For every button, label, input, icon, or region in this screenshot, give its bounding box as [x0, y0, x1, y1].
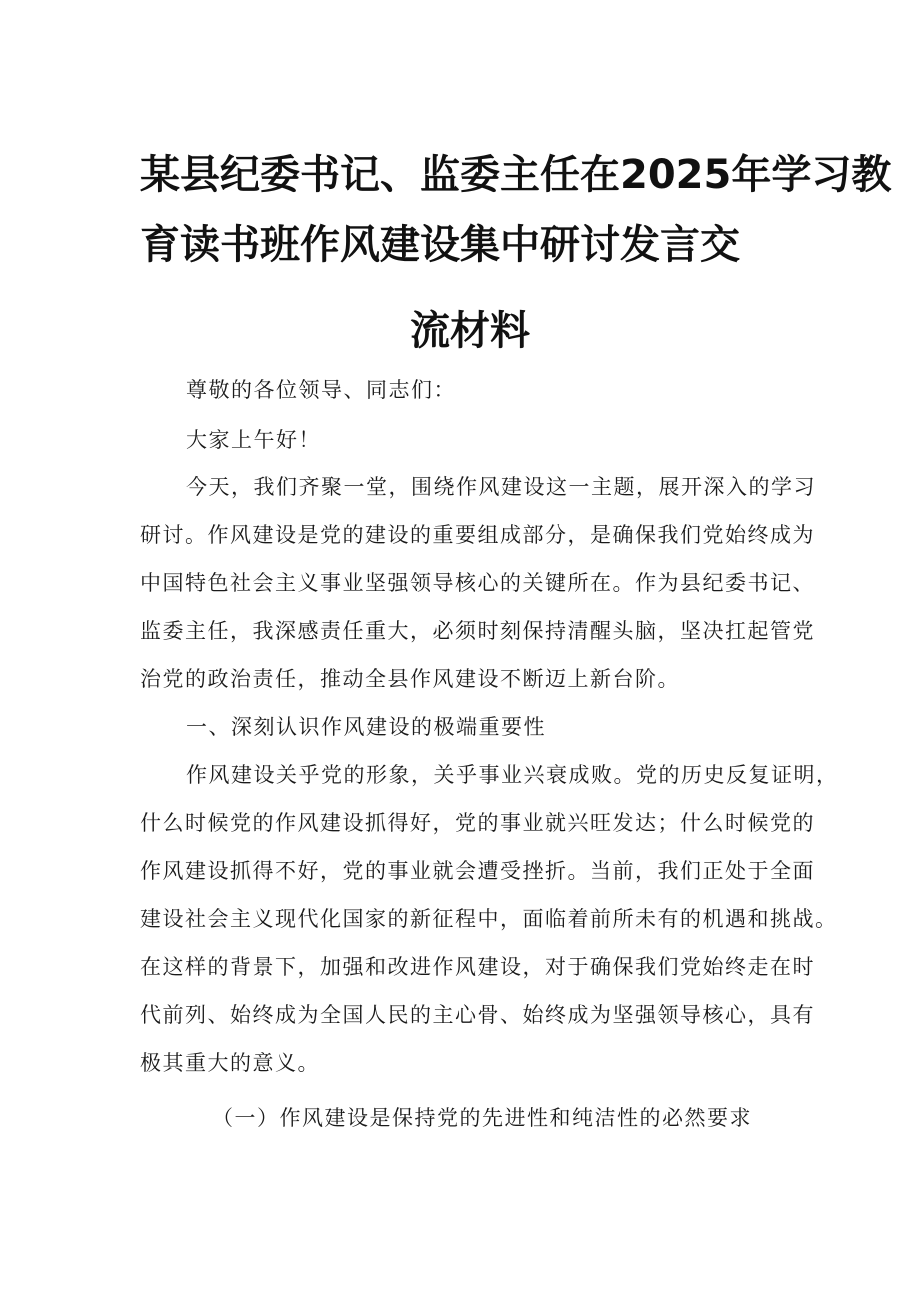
- document-title-line-3: 流材料: [410, 308, 530, 354]
- paragraph-2-line-1: 作风建设关乎党的形象，关乎事业兴衰成败。党的历史反复证明，: [186, 763, 839, 787]
- paragraph-1-line-5: 治党的政治责任，推动全县作风建设不断迈上新台阶。: [140, 667, 680, 691]
- greeting: 大家上午好！: [186, 428, 321, 452]
- paragraph-2-line-6: 代前列、始终成为全国人民的主心骨、始终成为坚强领导核心，具有: [140, 1003, 815, 1027]
- paragraph-2-line-2: 什么时候党的作风建设抓得好，党的事业就兴旺发达；什么时候党的: [140, 811, 815, 835]
- paragraph-2-line-4: 建设社会主义现代化国家的新征程中，面临着前所未有的机遇和挑战。: [140, 907, 838, 931]
- document-title-line-2: 育读书班作风建设集中研讨发言交: [140, 222, 740, 268]
- section-1-heading: 一、深刻认识作风建设的极端重要性: [186, 715, 546, 739]
- salutation: 尊敬的各位领导、同志们：: [186, 378, 456, 402]
- paragraph-1-line-3: 中国特色社会主义事业坚强领导核心的关键所在。作为县纪委书记、: [140, 571, 815, 595]
- paragraph-1-line-1: 今天，我们齐聚一堂，围绕作风建设这一主题，展开深入的学习: [186, 475, 816, 499]
- paragraph-2-line-5: 在这样的背景下，加强和改进作风建设，对于确保我们党始终走在时: [140, 955, 815, 979]
- document-title-line-1: 某县纪委书记、监委主任在2025年学习教: [140, 152, 892, 198]
- paragraph-1-line-2: 研讨。作风建设是党的建设的重要组成部分，是确保我们党始终成为: [140, 523, 815, 547]
- paragraph-2-line-7: 极其重大的意义。: [140, 1051, 320, 1075]
- paragraph-1-line-4: 监委主任，我深感责任重大，必须时刻保持清醒头脑，坚决扛起管党: [140, 619, 815, 643]
- paragraph-2-line-3: 作风建设抓得不好，党的事业就会遭受挫折。当前，我们正处于全面: [140, 859, 815, 883]
- subsection-1-heading: （一）作风建设是保持党的先进性和纯洁性的必然要求: [212, 1106, 752, 1130]
